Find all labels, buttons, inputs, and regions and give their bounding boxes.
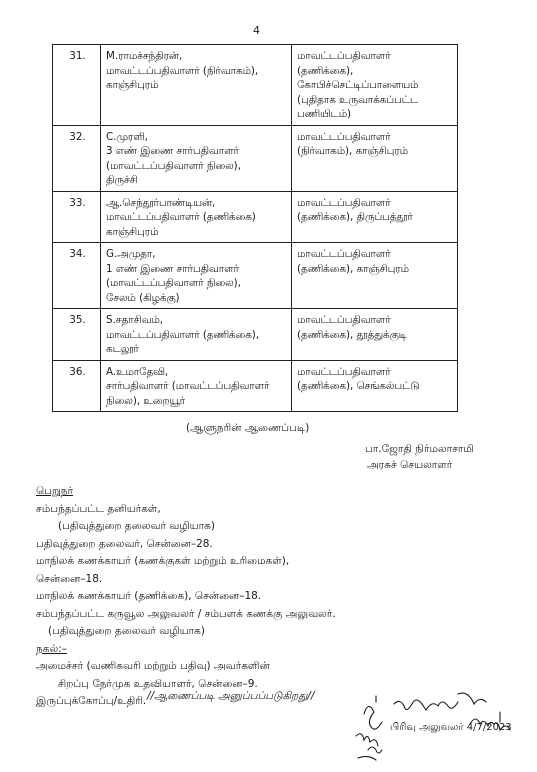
new-post-line: மாவட்டப்பதிவாளர்	[297, 50, 391, 62]
current-post-line: 3 எண் இணை சார்பதிவாளர்	[106, 145, 239, 157]
officer-current-post	[101, 125, 292, 191]
current-post-line: காஞ்சிபுரம்	[106, 225, 159, 238]
signatory-name: பா.ஜோதி நிர்மலாசாமி	[365, 443, 474, 455]
table-row	[53, 243, 458, 309]
table-row	[53, 360, 458, 412]
current-post-line: காஞ்சிபுரம்	[106, 79, 159, 91]
officer-new-post	[292, 243, 458, 309]
table-row	[53, 45, 458, 126]
new-post-line: (தணிக்கை),	[297, 64, 354, 77]
current-post-line: நிலை), உறையூர்	[106, 394, 186, 407]
current-post-line: G.அமுதா,	[106, 248, 156, 260]
new-post-line: மாவட்டப்பதிவாளர்	[297, 314, 391, 326]
serial-number: 33.	[53, 191, 101, 243]
copy-line: இருப்புக்கோப்பு/உதிரி.	[36, 695, 147, 707]
officer-current-post	[101, 191, 292, 243]
officer-current-post	[101, 360, 292, 412]
officer-new-post	[292, 45, 458, 126]
serial-number: 32.	[53, 125, 101, 191]
handwritten-signature	[350, 690, 530, 762]
recipient-line: சென்னை–18.	[36, 572, 103, 585]
page-number: 4	[253, 24, 260, 37]
new-post-line: மாவட்டப்பதிவாளர்	[297, 196, 391, 209]
recipient-line: (பதிவுத்துறை தலைவர் வழியாக)	[48, 625, 205, 637]
officer-current-post	[101, 45, 292, 126]
transfer-table	[52, 44, 458, 412]
table-row	[53, 125, 458, 191]
new-post-line: (புதிதாக உருவாக்கப்பட்ட	[297, 93, 419, 106]
serial-number: 31.	[53, 45, 101, 126]
current-post-line: ஆ.செந்தூர்பாண்டியன்,	[106, 196, 216, 209]
new-post-line: (நிர்வாகம்), காஞ்சிபுரம்	[297, 145, 408, 157]
officer-current-post	[101, 309, 292, 361]
current-post-line: கடலூர்	[106, 343, 139, 355]
serial-number: 34.	[53, 243, 101, 309]
recipient-line: மாநிலக் கணக்காயர் (கணக்குகள் மற்றும் உரிமைகள்),	[36, 555, 290, 567]
officer-new-post	[292, 125, 458, 191]
new-post-line: பணியிடம்)	[297, 108, 352, 120]
new-post-line: கோபிச்செட்டிப்பாளையம்	[297, 79, 419, 91]
recipient-line: (பதிவுத்துறை தலைவர் வழியாக)	[58, 520, 215, 532]
recipients-heading: பெறுநர்	[36, 485, 73, 497]
current-post-line: மாவட்டப்பதிவாளர் (நிர்வாகம்),	[106, 64, 259, 77]
table-row	[53, 191, 458, 243]
current-post-line: C.முரளி,	[106, 130, 148, 143]
recipient-line: சம்பந்தப்பட்ட தனியர்கள்,	[36, 502, 161, 515]
new-post-line: (தணிக்கை), காஞ்சிபுரம்	[297, 262, 409, 275]
officer-new-post	[292, 360, 458, 412]
by-order-line: (ஆளுநரின் ஆணைப்படி)	[186, 422, 310, 434]
new-post-line: (தணிக்கை), தூத்துக்குடி	[297, 328, 407, 341]
signatory-title: அரசுச் செயலாளர்	[367, 459, 453, 471]
current-post-line: சார்பதிவாளர் (மாவட்டப்பதிவாளர்	[106, 380, 270, 392]
new-post-line: மாவட்டப்பதிவாளர்	[297, 248, 391, 260]
copy-line: சிறப்பு நேர்முக உதவியாளர், சென்னை–9.	[58, 677, 258, 690]
new-post-line: மாவட்டப்பதிவாளர்	[297, 130, 391, 143]
officer-new-post	[292, 309, 458, 361]
current-post-line: (மாவட்டப்பதிவாளர் நிலை),	[106, 159, 241, 172]
officer-new-post	[292, 191, 458, 243]
current-post-line: திருச்சி	[106, 174, 138, 186]
serial-number: 35.	[53, 309, 101, 361]
serial-number: 36.	[53, 360, 101, 412]
distribution-list	[36, 483, 336, 711]
current-post-line: (மாவட்டப்பதிவாளர் நிலை),	[106, 277, 241, 289]
new-post-line: மாவட்டப்பதிவாளர்	[297, 365, 391, 378]
copy-heading: நகல்:–	[36, 642, 67, 655]
current-post-line: மாவட்டப்பதிவாளர் (தணிக்கை)	[106, 211, 256, 223]
officer-current-post	[101, 243, 292, 309]
recipient-line: மாநிலக் கணக்காயர் (தணிக்கை), சென்னை–18.	[36, 590, 262, 602]
current-post-line: சேலம் (கிழக்கு)	[106, 291, 180, 304]
copy-line: அமைச்சர் (வணிகவரி மற்றும் பதிவு) அவர்களின்	[36, 660, 270, 672]
current-post-line: S.சதாசிவம்,	[106, 314, 164, 326]
current-post-line: M.ராமச்சந்திரன்,	[106, 50, 183, 62]
current-post-line: A.உமாதேவி,	[106, 365, 169, 378]
handwritten-note: பிரிவு அலுவலர் 4/7/2023	[390, 722, 512, 733]
new-post-line: (தணிக்கை), செங்கல்பட்டு	[297, 380, 420, 392]
current-post-line: 1 எண் இணை சார்பதிவாளர்	[106, 262, 239, 275]
forwarded-line: //ஆணைப்படி அனுப்பப்படுகிறது//	[147, 690, 315, 702]
recipient-line: சம்பந்தப்பட்ட கருவூல அலுவலர் / சம்பளக் கணக்கு அலுவலர்.	[36, 607, 336, 620]
new-post-line: (தணிக்கை), திருப்பத்தூர்	[297, 211, 413, 223]
table-row	[53, 309, 458, 361]
current-post-line: மாவட்டப்பதிவாளர் (தணிக்கை),	[106, 328, 260, 341]
recipient-line: பதிவுத்துறை தலைவர், சென்னை–28.	[36, 537, 213, 550]
